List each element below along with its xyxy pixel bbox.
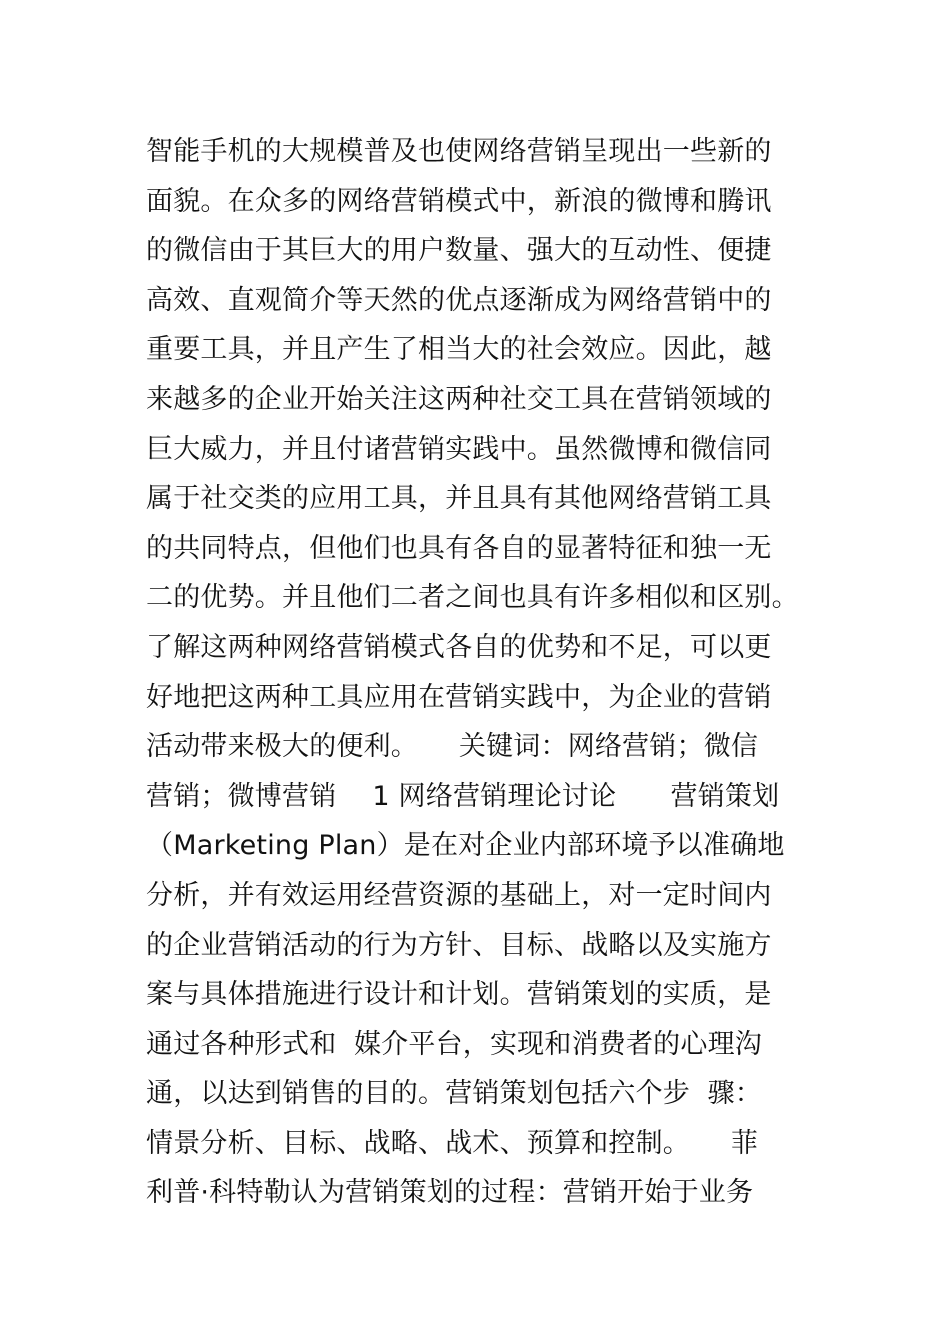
text-line: 面貌。在众多的网络营销模式中，新浪的微博和腾讯 xyxy=(146,185,772,217)
text-line: 营销；微博营销 1 网络营销理论讨论 营销策划 xyxy=(146,780,780,812)
text-line: 好地把这两种工具应用在营销实践中，为企业的营销 xyxy=(146,681,772,713)
text-line: 来越多的企业开始关注这两种社交工具在营销领域的 xyxy=(146,383,772,415)
text-line: 通过各种形式和 媒介平台，实现和消费者的心理沟 xyxy=(146,1028,762,1060)
text-line: 的共同特点，但他们也具有各自的显著特征和独一无 xyxy=(146,532,772,564)
text-line: 巨大威力，并且付诸营销实践中。虽然微博和微信同 xyxy=(146,433,772,465)
text-line: 的企业营销活动的行为方针、目标、战略以及实施方 xyxy=(146,929,772,961)
text-line: 重要工具，并且产生了相当大的社会效应。因此，越 xyxy=(146,334,772,366)
body-text xyxy=(146,127,846,1218)
text-line: 属于社交类的应用工具，并且具有其他网络营销工具 xyxy=(146,483,772,515)
text-line: 利普·科特勒认为营销策划的过程：营销开始于业务 xyxy=(146,1177,754,1209)
text-line: 高效、直观简介等天然的优点逐渐成为网络营销中的 xyxy=(146,284,772,316)
text-line: 的微信由于其巨大的用户数量、强大的互动性、便捷 xyxy=(146,235,772,267)
text-line: 分析，并有效运用经营资源的基础上，对一定时间内 xyxy=(146,879,772,911)
text-line: 情景分析、目标、战略、战术、预算和控制。 菲 xyxy=(146,1127,759,1159)
text-line: 智能手机的大规模普及也使网络营销呈现出一些新的 xyxy=(146,136,772,167)
text-line: 二的优势。并且他们二者之间也具有许多相似和区别。 xyxy=(146,582,799,614)
text-line: 活动带来极大的便利。 关键词：网络营销；微信 xyxy=(146,731,759,763)
text-line: 了解这两种网络营销模式各自的优势和不足，可以更 xyxy=(146,631,772,663)
text-line: （Marketing Plan）是在对企业内部环境予以准确地 xyxy=(146,830,785,862)
text-line: 通，以达到销售的目的。营销策划包括六个步 骤： xyxy=(146,1078,762,1110)
text-line: 案与具体措施进行设计和计划。营销策划的实质，是 xyxy=(146,979,772,1011)
